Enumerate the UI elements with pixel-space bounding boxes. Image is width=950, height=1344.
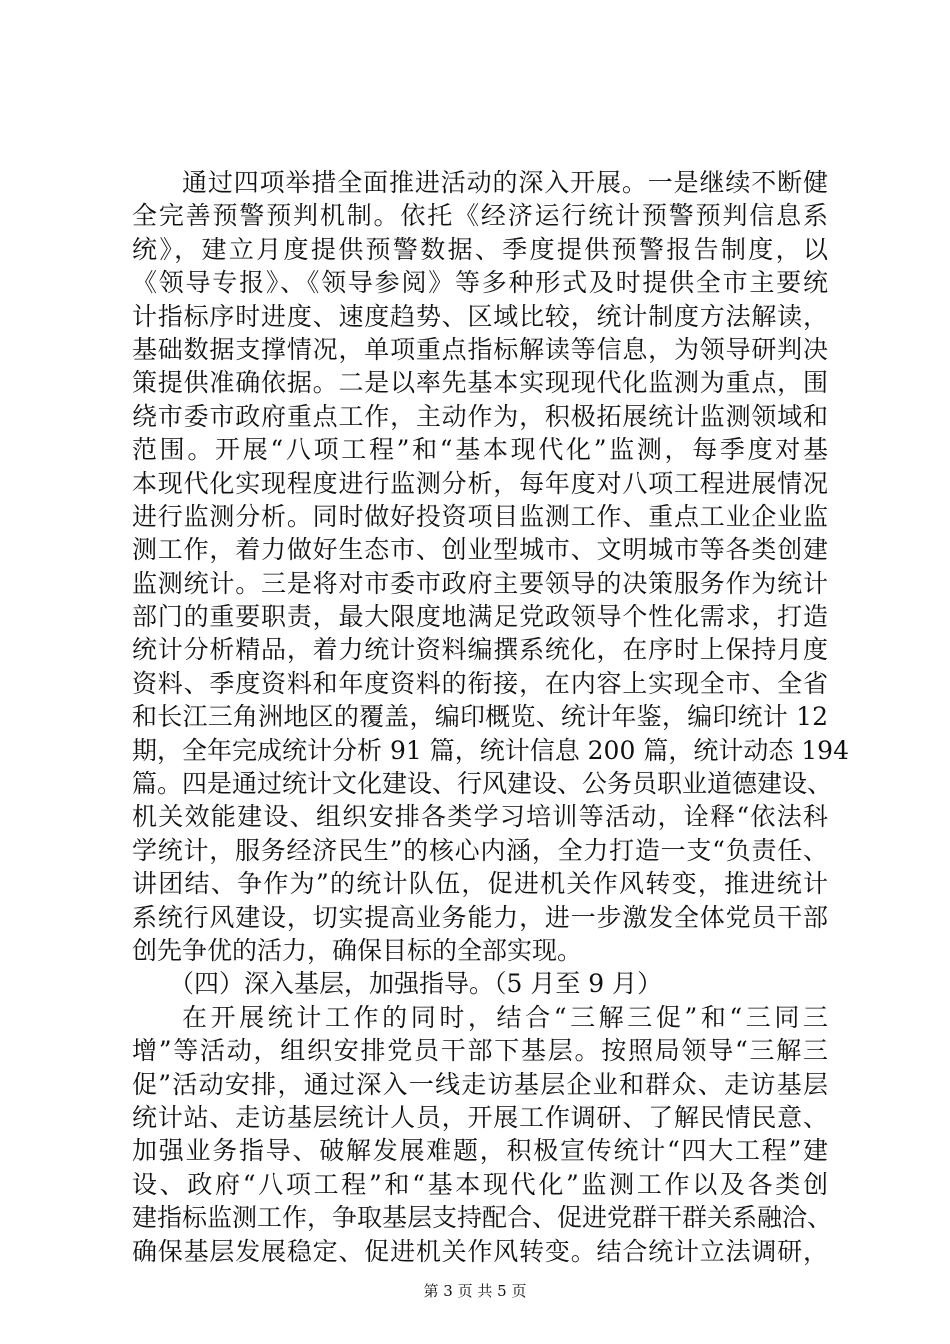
text-line: 确保基层发展稳定、促进机关作风转变。结合统计立法调研， — [132, 1236, 828, 1266]
text-line: 期，全年完成统计分析 91 篇，统计信息 200 篇，统计动态 194 — [132, 735, 849, 765]
text-line: 加强业务指导、破解发展难题，积极宣传统计“四大工程”建 — [132, 1136, 828, 1166]
text-line: 学统计，服务经济民生”的核心内涵，全力打造一支“负责任、 — [132, 835, 828, 865]
text-line: 资料、季度资料和年度资料的衔接，在内容上实现全市、全省 — [132, 668, 828, 698]
text-line: 测工作，着力做好生态市、创业型城市、文明城市等各类创建 — [132, 535, 828, 565]
text-line: 增”等活动，组织安排党员干部下基层。按照局领导“三解三 — [132, 1036, 828, 1066]
text-line: 范围。开展“八项工程”和“基本现代化”监测，每季度对基 — [132, 435, 828, 465]
text-line: 篇。四是通过统计文化建设、行风建设、公务员职业道德建设、 — [132, 769, 833, 799]
text-line: 在开展统计工作的同时，结合“三解三促”和“三同三 — [182, 1002, 828, 1032]
text-line: 统计站、走访基层统计人员，开展工作调研、了解民情民意、 — [132, 1102, 828, 1132]
text-line: 部门的重要职责，最大限度地满足党政领导个性化需求，打造 — [132, 602, 828, 632]
page-footer: 第 3 页 共 5 页 — [423, 1282, 527, 1300]
text-line: 和长江三角洲地区的覆盖，编印概览、统计年鉴，编印统计 12 — [132, 702, 828, 732]
body-text — [132, 166, 849, 1268]
text-line: 本现代化实现程度进行监测分析，每年度对八项工程进展情况 — [132, 468, 828, 498]
text-line: 机关效能建设、组织安排各类学习培训等活动，诠释“依法科 — [132, 802, 828, 832]
text-line: 统》，建立月度提供预警数据、季度提供预警报告制度，以 — [132, 234, 828, 264]
section-heading: （四）深入基层，加强指导。（5 月至 9 月） — [169, 969, 663, 999]
text-line: 绕市委市政府重点工作，主动作为，积极拓展统计监测领域和 — [132, 401, 828, 431]
text-line: 设、政府“八项工程”和“基本现代化”监测工作以及各类创 — [132, 1169, 828, 1199]
text-line: 《领导专报》、《领导参阅》等多种形式及时提供全市主要统 — [132, 268, 828, 298]
text-line: 系统行风建设，切实提高业务能力，进一步激发全体党员干部 — [132, 902, 828, 932]
text-line: 进行监测分析。同时做好投资项目监测工作、重点工业企业监 — [132, 501, 828, 531]
text-line: 促”活动安排，通过深入一线走访基层企业和群众、走访基层 — [132, 1069, 828, 1099]
text-line: 基础数据支撑情况，单项重点指标解读等信息，为领导研判决 — [132, 334, 828, 364]
text-line: 全完善预警预判机制。依托《经济运行统计预警预判信息系 — [132, 201, 828, 231]
text-line: 统计分析精品，着力统计资料编撰系统化，在序时上保持月度 — [132, 635, 828, 665]
text-line: 建指标监测工作，争取基层支持配合、促进党群干群关系融洽、 — [132, 1203, 833, 1233]
text-line: 讲团结、争作为”的统计队伍，促进机关作风转变，推进统计 — [132, 869, 828, 899]
text-line: 通过四项举措全面推进活动的深入开展。一是继续不断健 — [182, 168, 828, 197]
text-line: 策提供准确依据。二是以率先基本实现现代化监测为重点，围 — [132, 368, 828, 398]
text-line: 监测统计。三是将对市委市政府主要领导的决策服务作为统计 — [132, 568, 828, 598]
text-line: 创先争优的活力，确保目标的全部实现。 — [132, 935, 583, 965]
text-line: 计指标序时进度、速度趋势、区域比较，统计制度方法解读， — [132, 301, 828, 331]
